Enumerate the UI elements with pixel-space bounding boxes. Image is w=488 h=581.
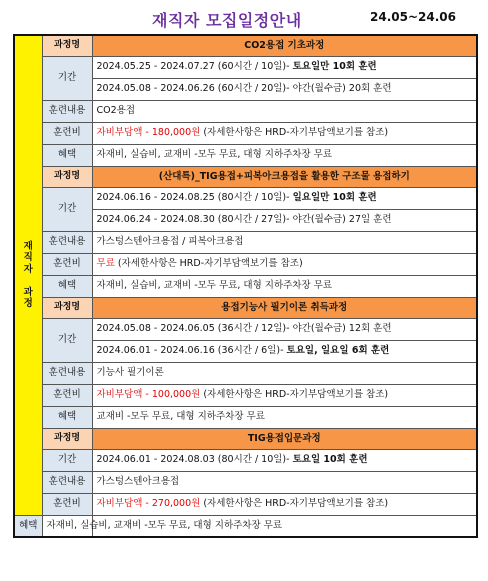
period-row	[14, 56, 477, 78]
course-label: 과정명	[42, 428, 92, 449]
content-label: 훈련내용	[42, 100, 92, 122]
benefit-value: 자재비, 실습비, 교재비 -모두 무료, 대형 지하주차장 무료	[42, 515, 92, 537]
course-header-row	[14, 166, 477, 187]
fee-value: 자비부담액 - 100,000원 (자세한사항은 HRD-자기부담액보기를 참조)	[92, 384, 477, 406]
benefit-value: 교재비 -모두 무료, 대형 지하주차장 무료	[92, 406, 477, 428]
content-label: 훈련내용	[42, 362, 92, 384]
period-value: 2024.05.08 - 2024.06.26 (60시간 / 20일)- 야간(월수금) 20회 훈련	[92, 78, 477, 100]
period-value: 2024.05.25 - 2024.07.27 (60시간 / 10일)- 토요일만 10회 훈련	[92, 56, 477, 78]
fee-label: 훈련비	[42, 122, 92, 144]
fee-row	[14, 493, 477, 515]
fee-row	[14, 384, 477, 406]
content-value: 기능사 필기이론	[92, 362, 477, 384]
course-label: 과정명	[42, 166, 92, 187]
benefit-label: 혜택	[42, 144, 92, 166]
period-label: 기간	[42, 187, 92, 231]
period-row	[14, 449, 477, 471]
fee-value: 자비부담액 - 270,000원 (자세한사항은 HRD-자기부담액보기를 참조)	[92, 493, 477, 515]
period-value: 2024.05.08 - 2024.06.05 (36시간 / 12일)- 야간(월수금) 12회 훈련	[92, 318, 477, 340]
side-category-label: 재 직 자 과 정	[14, 35, 42, 515]
course-header-row	[14, 297, 477, 318]
fee-row	[14, 122, 477, 144]
course-name: 용접기능사 필기이론 취득과정	[92, 297, 477, 318]
course-label: 과정명	[42, 297, 92, 318]
page-header	[0, 0, 488, 34]
recruit-period: 24.05~24.06	[370, 10, 456, 24]
period-value: 2024.06.01 - 2024.08.03 (80시간 / 10일)- 토요일 10회 훈련	[92, 449, 477, 471]
page-title: 재직자 모집일정안내	[152, 11, 302, 30]
content-label: 훈련내용	[42, 231, 92, 253]
period-label: 기간	[42, 449, 92, 471]
period-value: 2024.06.16 - 2024.08.25 (80시간 / 10일)- 일요일만 10회 훈련	[92, 187, 477, 209]
course-header-row	[14, 428, 477, 449]
benefit-row	[14, 406, 477, 428]
benefit-label: 혜택	[14, 515, 42, 537]
content-row	[14, 471, 477, 493]
period-value: 2024.06.01 - 2024.06.16 (36시간 / 6일)- 토요일, 일요일 6회 훈련	[92, 340, 477, 362]
benefit-row	[14, 515, 477, 537]
benefit-row	[14, 144, 477, 166]
course-header-row	[14, 35, 477, 56]
fee-value: 자비부담액 - 180,000원 (자세한사항은 HRD-자기부담액보기를 참조)	[92, 122, 477, 144]
course-name: TIG용접입문과정	[92, 428, 477, 449]
content-value: 가스텅스텐아크용접 / 피복아크용접	[92, 231, 477, 253]
benefit-label: 혜택	[42, 406, 92, 428]
content-row	[14, 231, 477, 253]
fee-label: 훈련비	[42, 253, 92, 275]
content-value: 가스텅스텐아크용접	[92, 471, 477, 493]
benefit-row	[14, 275, 477, 297]
course-name: CO2용접 기초과정	[92, 35, 477, 56]
content-row	[14, 362, 477, 384]
fee-label: 훈련비	[42, 384, 92, 406]
content-label: 훈련내용	[42, 471, 92, 493]
period-value: 2024.06.24 - 2024.08.30 (80시간 / 27일)- 야간(월수금) 27일 훈련	[92, 209, 477, 231]
fee-row	[14, 253, 477, 275]
content-row	[14, 100, 477, 122]
fee-label: 훈련비	[42, 493, 92, 515]
content-value: CO2용접	[92, 100, 477, 122]
fee-value: 무료 (자세한사항은 HRD-자기부담액보기를 참조)	[92, 253, 477, 275]
course-label: 과정명	[42, 35, 92, 56]
period-row	[14, 318, 477, 340]
period-label: 기간	[42, 56, 92, 100]
schedule-table	[13, 34, 478, 538]
benefit-value: 자재비, 실습비, 교재비 -모두 무료, 대형 지하주차장 무료	[92, 275, 477, 297]
period-label: 기간	[42, 318, 92, 362]
period-row	[14, 187, 477, 209]
course-name: (산대특)_TIG용접+피복아크용접을 활용한 구조물 용접하기	[92, 166, 477, 187]
benefit-value: 자재비, 실습비, 교재비 -모두 무료, 대형 지하주차장 무료	[92, 144, 477, 166]
benefit-label: 혜택	[42, 275, 92, 297]
